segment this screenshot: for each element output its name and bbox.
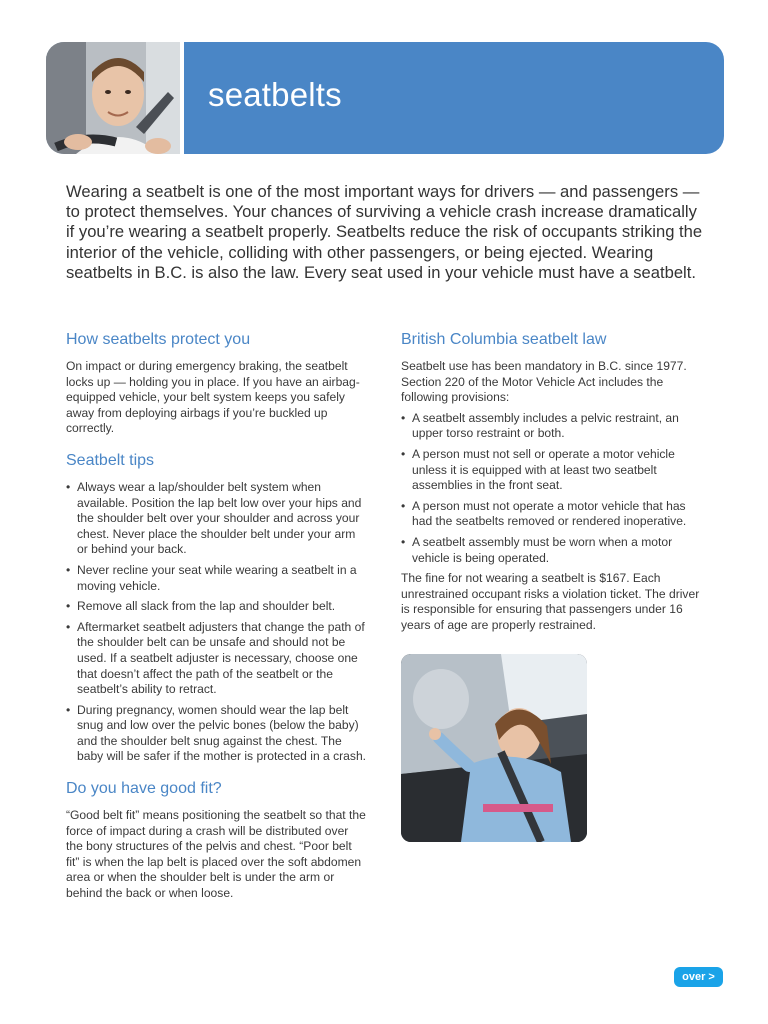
list-item: • Always wear a lap/shoulder belt system when available. Position the lap belt low over your hips and the shoulder belt over your shoulder and across your chest. Never place the shoulder belt under your arm or behind your back. [66, 479, 362, 557]
law-intro: Seatbelt use has been mandatory in B.C. since 1977. Section 220 of the Motor Vehicle Act includes the following provisions: [401, 359, 687, 405]
heading-good-fit: Do you have good fit? [66, 780, 222, 798]
bullet-icon: • [66, 702, 71, 717]
left-column [66, 330, 368, 902]
over-button[interactable]: over > [674, 967, 723, 987]
law-provisions-list [401, 411, 706, 566]
bullet-icon: • [401, 446, 406, 461]
bullet-icon: • [401, 410, 406, 425]
intro-paragraph: Wearing a seatbelt is one of the most important ways for drivers — and passengers — to protect themselves. Your chances of surviving a vehicle crash increase dramatically if you’re wearing a seatbelt properly. Seatbelts reduce the risk of occupants striking the interior of the vehicle, colliding with other passengers, or being ejected. Wearing seatbelts in B.C. is also the law. Every seat used in your vehicle must have a seatbelt. [66, 182, 703, 282]
list-item: • A person must not operate a motor vehicle that has had the seatbelts removed or rendered inoperative. [401, 498, 687, 529]
driver-illustration [46, 42, 180, 154]
right-column [401, 330, 706, 634]
child-illustration [401, 654, 587, 842]
bullet-icon: • [401, 498, 406, 513]
list-item: • Remove all slack from the lap and shoulder belt. [66, 599, 336, 614]
heading-seatbelt-tips: Seatbelt tips [66, 451, 155, 469]
bullet-icon: • [66, 479, 71, 494]
driver-photo [46, 42, 180, 154]
list-item: • A seatbelt assembly must be worn when a motor vehicle is being operated. [401, 534, 673, 565]
protect-body: On impact or during emergency braking, the seatbelt locks up — holding you in place. If you have an airbag-equipped vehicle, your belt system keeps you safely away from deploying airbags if you’re buckled up correctly. [66, 359, 360, 436]
list-item: • During pregnancy, women should wear the lap belt snug and low over the pelvic bones (below the baby) and the shoulder belt snug against the chest. The baby will be safer if the mother is protected in a crash. [66, 702, 367, 764]
bullet-icon: • [66, 599, 71, 614]
tips-list [66, 480, 368, 765]
heading-how-seatbelts-protect: How seatbelts protect you [66, 331, 251, 348]
header-banner [46, 42, 724, 154]
bullet-icon: • [401, 534, 406, 549]
fine-paragraph: The fine for not wearing a seatbelt is $167. Each unrestrained occupant risks a violation ticket. The driver is responsible for ensuring that passengers under 16 years of age are properly restrained. [401, 571, 700, 632]
bullet-icon: • [66, 619, 71, 634]
fit-body: “Good belt fit” means positioning the seatbelt so that the force of impact during a crash will be distributed over the bony structures of the pelvis and chest. “Poor belt fit” is when the lap belt is placed over the soft abdomen area or when the shoulder belt is under the arm or behind the back or when loose. [66, 808, 366, 901]
list-item: • A person must not sell or operate a motor vehicle unless it is equipped with at least two seatbelt assemblies in the front seat. [401, 446, 675, 493]
list-item: • Aftermarket seatbelt adjusters that change the path of the shoulder belt can be unsafe and should not be used. If a seatbelt adjuster is necessary, choose one that doesn’t affect the path of the seatbelt or the seatbelt’s ability to retract. [66, 619, 365, 697]
list-item: • A seatbelt assembly includes a pelvic restraint, an upper torso restraint or both. [401, 410, 679, 441]
page-title: seatbelts [208, 76, 342, 113]
heading-bc-seatbelt-law: British Columbia seatbelt law [401, 331, 607, 348]
list-item: • Never recline your seat while wearing a seatbelt in a moving vehicle. [66, 562, 357, 593]
bullet-icon: • [66, 562, 71, 577]
child-seat-photo [401, 654, 587, 842]
photo-divider [180, 42, 184, 154]
